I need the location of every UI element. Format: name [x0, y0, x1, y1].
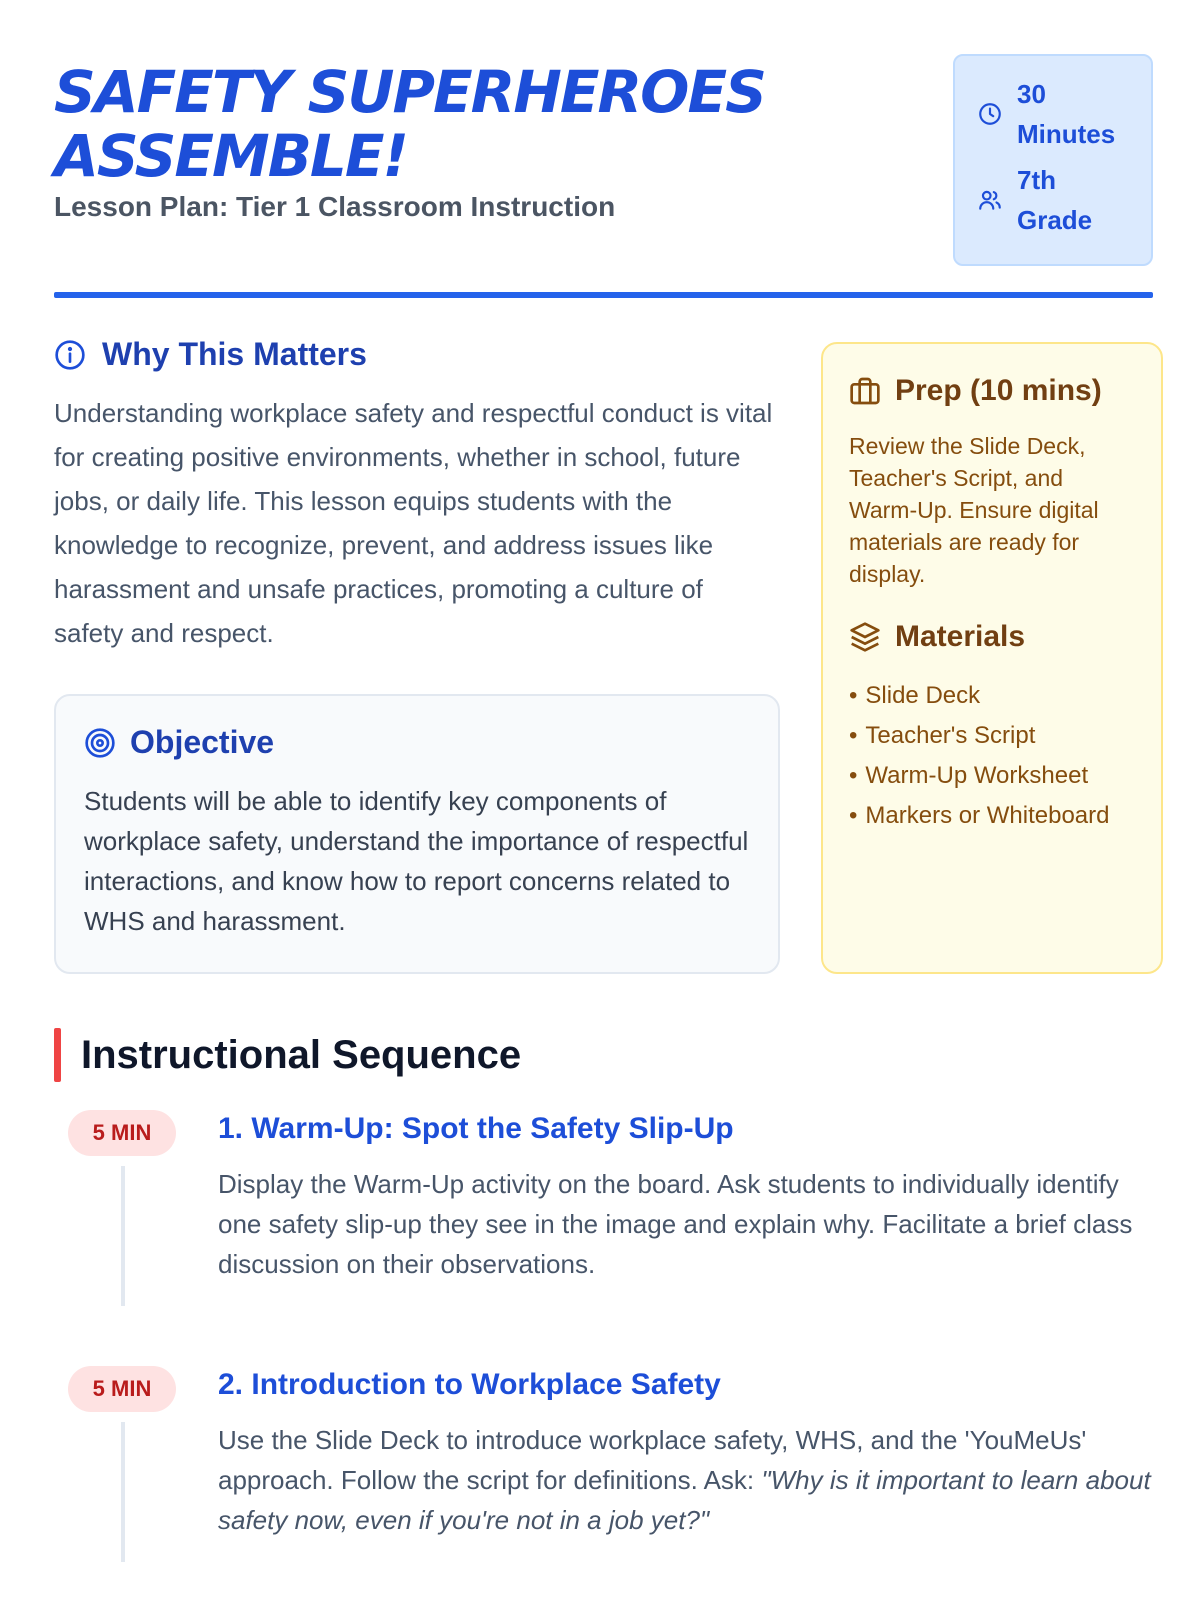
step-question: "Why is it important to learn about safety now, even if you're not in a job yet?" — [218, 1465, 1151, 1535]
time-badge: 5 MIN — [68, 1110, 176, 1156]
grade-row — [977, 160, 1137, 240]
sequence-heading — [54, 1028, 521, 1082]
why-this-matters-section — [54, 336, 774, 655]
duration-row — [977, 74, 1137, 154]
step-body: Display the Warm-Up activity on the board. Ask students to individually identify one safety slip-up they see in the image and explain why. Facilitate a brief class discussion on their observations. — [218, 1169, 1133, 1279]
lesson-header — [54, 54, 1153, 299]
material-item: • Teacher's Script — [849, 716, 1135, 756]
clock-icon — [977, 101, 1003, 127]
timeline-line — [121, 1422, 125, 1562]
header-divider — [54, 292, 1153, 298]
time-badge: 5 MIN — [68, 1366, 176, 1412]
duration-label: 30 Minutes — [1017, 79, 1116, 149]
step-title: 2. Introduction to Workplace Safety — [218, 1368, 721, 1401]
briefcase-icon — [849, 375, 881, 407]
page-subtitle: Lesson Plan: Tier 1 Classroom Instruction — [54, 191, 616, 222]
sequence-accent-bar — [54, 1028, 61, 1082]
sequence-title: Instructional Sequence — [81, 1032, 522, 1077]
materials-list — [849, 676, 1135, 836]
material-item: • Markers or Whiteboard — [849, 796, 1135, 836]
step-body-container — [218, 1420, 1153, 1540]
prep-title: Prep (10 mins) — [895, 374, 1102, 407]
step-title: 1. Warm-Up: Spot the Safety Slip-Up — [218, 1112, 734, 1145]
page-title: SAFETY SUPERHEROES ASSEMBLE! — [54, 58, 765, 190]
step-body: Use the Slide Deck to introduce workplace safety, WHS, and the 'YouMeUs' approach. Follow the script for definitions. Ask: — [218, 1425, 1087, 1495]
objective-card — [54, 694, 780, 974]
why-title: Why This Matters — [102, 336, 367, 372]
lesson-meta-card — [953, 54, 1153, 266]
users-icon — [977, 187, 1003, 213]
target-icon — [84, 727, 116, 759]
materials-title: Materials — [895, 620, 1026, 653]
grade-label: 7th Grade — [1017, 165, 1093, 235]
prep-card — [821, 342, 1163, 974]
prep-body: Review the Slide Deck, Teacher's Script, and Warm-Up. Ensure digital materials are ready for display. — [849, 433, 1099, 587]
why-body: Understanding workplace safety and respectful conduct is vital for creating positive environments, whether in school, future jobs, or daily life. This lesson equips students with the knowledge to recognize, prevent, and address issues like harassment and unsafe practices, promoting a culture of safety and respect. — [54, 398, 773, 648]
material-item: • Warm-Up Worksheet — [849, 756, 1135, 796]
info-icon — [54, 339, 86, 371]
objective-body: Students will be able to identify key components of workplace safety, understand the importance of respectful interactions, and know how to report concerns related to WHS and harassment. — [84, 786, 749, 936]
timeline-line — [121, 1166, 125, 1306]
layers-icon — [849, 621, 881, 653]
material-item: • Slide Deck — [849, 676, 1135, 716]
objective-title: Objective — [130, 724, 275, 760]
sequence-step — [54, 1110, 1153, 1300]
sequence-step — [54, 1366, 1153, 1556]
